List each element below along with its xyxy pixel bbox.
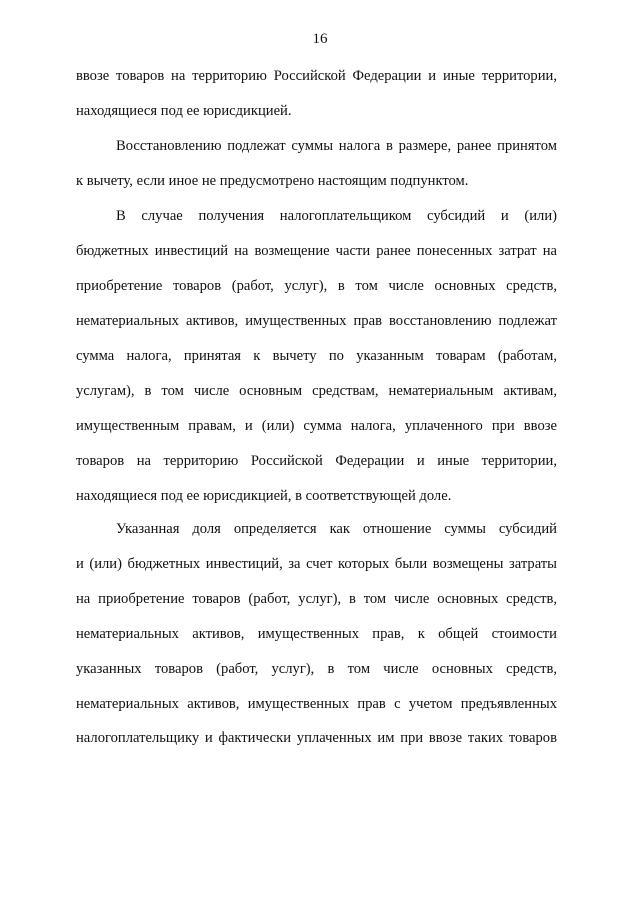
text-line: Указанная доля определяется как отношение суммы субсидий bbox=[116, 521, 557, 537]
text-line: к вычету, если иное не предусмотрено настоящим подпунктом. bbox=[76, 173, 469, 189]
text-line: В случае получения налогоплательщиком субсидий и (или) bbox=[116, 208, 557, 224]
text-line: имущественным правам, и (или) сумма налога, уплаченного при ввозе bbox=[76, 418, 557, 434]
text-line: нематериальных активов, имущественных прав, к общей стоимости bbox=[76, 626, 557, 642]
page-number: 16 bbox=[312, 31, 328, 47]
text-line: Восстановлению подлежат суммы налога в размере, ранее принятом bbox=[116, 138, 557, 154]
text-line: товаров на территорию Российской Федерации и иные территории, bbox=[76, 453, 557, 469]
text-line: приобретение товаров (работ, услуг), в том числе основных средств, bbox=[76, 278, 557, 294]
text-line: на приобретение товаров (работ, услуг), в том числе основных средств, bbox=[76, 591, 557, 607]
text-line: указанных товаров (работ, услуг), в том числе основных средств, bbox=[76, 661, 557, 677]
text-line: и (или) бюджетных инвестиций, за счет которых были возмещены затраты bbox=[76, 556, 557, 572]
text-line: налогоплательщику и фактически уплаченных им при ввозе таких товаров bbox=[76, 730, 557, 746]
text-line: находящиеся под ее юрисдикцией. bbox=[76, 103, 292, 119]
text-line: нематериальных активов, имущественных прав восстановлению подлежат bbox=[76, 313, 557, 329]
text-line: нематериальных активов, имущественных прав с учетом предъявленных bbox=[76, 696, 557, 712]
text-line: сумма налога, принятая к вычету по указанным товарам (работам, bbox=[76, 348, 557, 364]
text-line: ввозе товаров на территорию Российской Федерации и иные территории, bbox=[76, 68, 557, 84]
text-line: находящиеся под ее юрисдикцией, в соответствующей доле. bbox=[76, 488, 452, 504]
text-line: услугам), в том числе основным средствам, нематериальным активам, bbox=[76, 383, 557, 399]
text-line: бюджетных инвестиций на возмещение части ранее понесенных затрат на bbox=[76, 243, 557, 259]
